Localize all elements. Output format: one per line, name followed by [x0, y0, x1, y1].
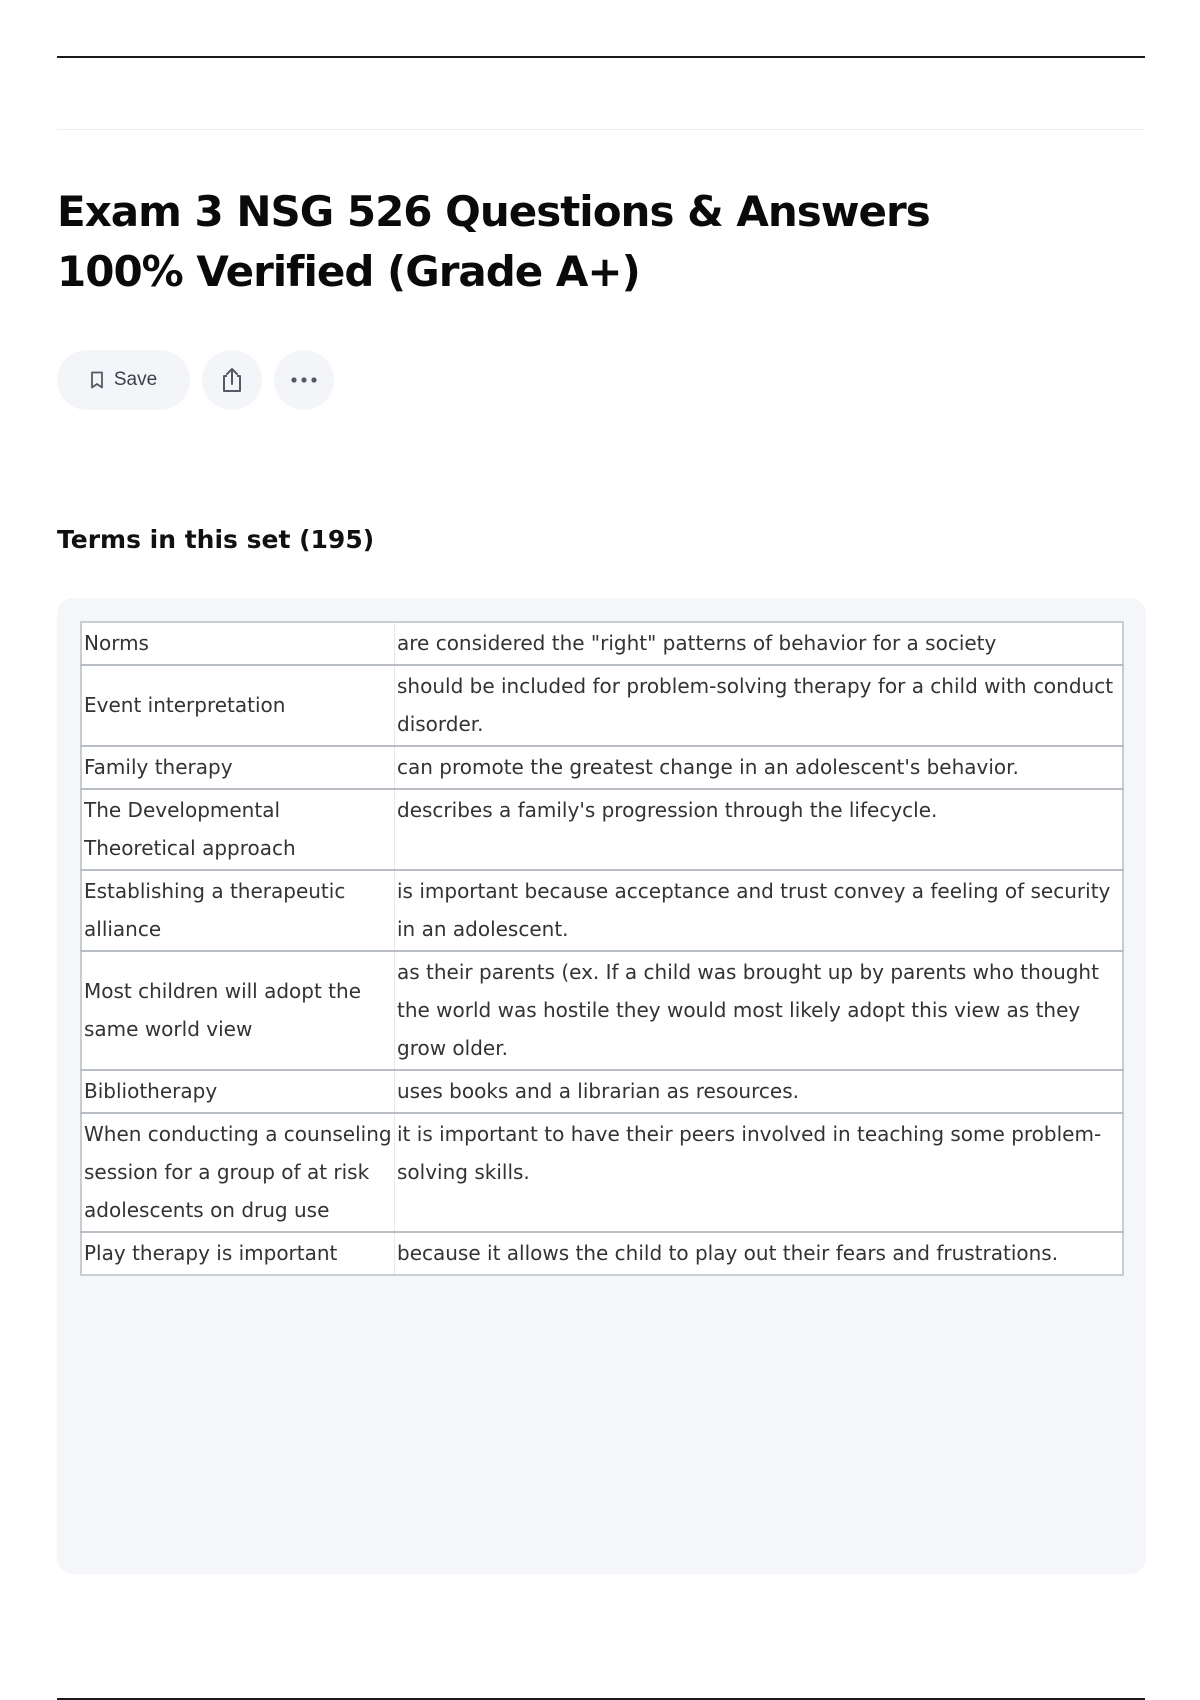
term-cell: Bibliotherapy	[81, 1070, 395, 1113]
table-row	[81, 951, 1123, 1070]
definition-cell: uses books and a librarian as resources.	[397, 1079, 799, 1103]
definition-cell: as their parents (ex. If a child was brought up by parents who thought the world was hostile they would most likely adopt this view as they grow older.	[397, 960, 1099, 1060]
term-cell: Establishing a therapeutic alliance	[81, 870, 395, 951]
table-row	[81, 1232, 1123, 1275]
save-label: Save	[113, 369, 158, 390]
action-bar	[57, 350, 334, 410]
definition-cell: are considered the "right" patterns of behavior for a society	[397, 631, 997, 655]
share-icon	[219, 366, 245, 394]
term-cell: Most children will adopt the same world view	[81, 951, 395, 1070]
term-cell: The Developmental Theoretical approach	[81, 789, 395, 870]
term-cell: Norms	[81, 622, 395, 665]
table-row	[81, 665, 1123, 746]
definition-cell: can promote the greatest change in an adolescent's behavior.	[397, 755, 1019, 779]
definition-cell: describes a family's progression through the lifecycle.	[397, 798, 938, 822]
definition-cell: should be included for problem-solving therapy for a child with conduct disorder.	[397, 674, 1114, 736]
top-divider	[57, 56, 1145, 58]
definition-cell: is important because acceptance and trust convey a feeling of security in an adolescent.	[397, 879, 1111, 941]
term-cell: Family therapy	[81, 746, 395, 789]
save-button[interactable]	[57, 350, 190, 410]
terms-table	[80, 621, 1124, 1276]
page-title: Exam 3 NSG 526 Questions & Answers 100% Verified (Grade A+)	[57, 187, 930, 296]
share-button[interactable]	[202, 350, 262, 410]
header-divider	[57, 129, 1145, 130]
term-cell: Event interpretation	[81, 665, 395, 746]
table-row	[81, 789, 1123, 870]
more-icon	[290, 376, 318, 384]
terms-heading: Terms in this set (195)	[57, 525, 375, 554]
definition-cell: it is important to have their peers involved in teaching some problem-solving skills.	[397, 1122, 1102, 1184]
term-cell: When conducting a counseling session for a group of at risk adolescents on drug use	[81, 1113, 395, 1232]
bookmark-icon	[90, 371, 104, 389]
table-row	[81, 622, 1123, 665]
definition-cell: because it allows the child to play out their fears and frustrations.	[397, 1241, 1059, 1265]
table-row	[81, 1070, 1123, 1113]
term-cell: Play therapy is important	[81, 1232, 395, 1275]
more-options-button[interactable]	[274, 350, 334, 410]
table-row	[81, 870, 1123, 951]
table-row	[81, 746, 1123, 789]
table-row	[81, 1113, 1123, 1232]
